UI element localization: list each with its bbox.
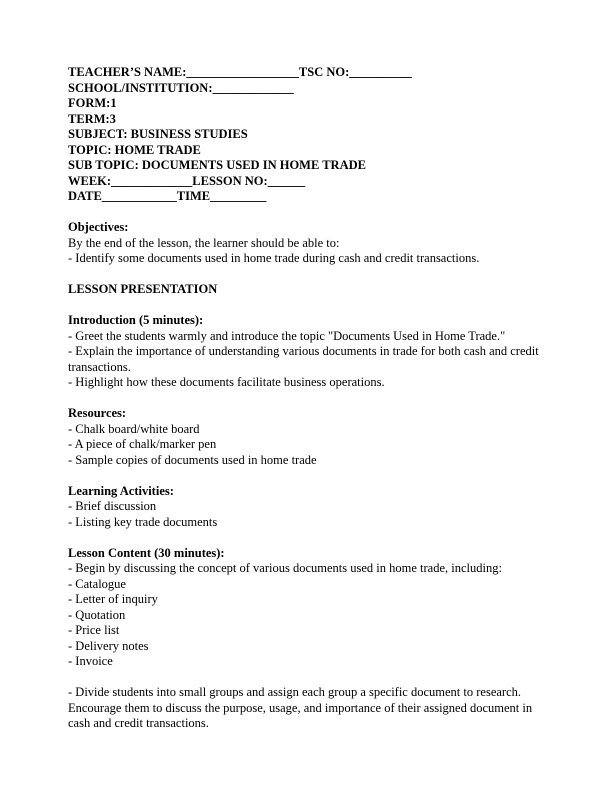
lesson-content-item-quotation: - Quotation: [68, 607, 126, 622]
resources-section: [68, 406, 546, 468]
school-institution-line: SCHOOL/INSTITUTION:_____________: [68, 80, 294, 95]
lesson-content-item-price-list: - Price list: [68, 623, 120, 637]
week-lesson-line: WEEK:_____________LESSON NO:______: [68, 173, 306, 188]
topic-line: TOPIC: HOME TRADE: [68, 142, 201, 157]
group-work-section: [68, 685, 546, 732]
lesson-presentation-heading: LESSON PRESENTATION: [68, 282, 218, 296]
lesson-content-section: [68, 546, 546, 670]
introduction-heading: Introduction (5 minutes):: [68, 313, 204, 327]
lesson-plan-document: [68, 65, 546, 747]
lesson-content-item-catalogue: - Catalogue: [68, 576, 126, 591]
lesson-content-item-delivery-notes: - Delivery notes: [68, 638, 149, 653]
introduction-item-highlight: - Highlight how these documents facilitate business operations.: [68, 375, 385, 389]
objectives-section: [68, 220, 546, 267]
lesson-presentation-title: [68, 282, 546, 298]
date-time-line: DATE____________TIME_________: [68, 189, 267, 203]
lesson-content-intro-line: - Begin by discussing the concept of various documents used in home trade, including:: [68, 561, 502, 575]
learning-activities-item-listing: - Listing key trade documents: [68, 514, 218, 529]
objectives-intro-line: By the end of the lesson, the learner should be able to:: [68, 235, 340, 250]
lesson-content-item-letter-of-inquiry: - Letter of inquiry: [68, 592, 158, 606]
objectives-heading: Objectives:: [68, 220, 129, 234]
objectives-item-identify: - Identify some documents used in home trade during cash and credit transactions.: [68, 251, 480, 265]
learning-activities-section: [68, 484, 546, 531]
group-work-paragraph: - Divide students into small groups and assign each group a specific document to research. Encourage them to discuss the purpose, usage, and importance of their assigned document in cash and credit transactions.: [68, 685, 536, 730]
resources-item-chalkboard: - Chalk board/white board: [68, 421, 200, 436]
form-line: FORM:1: [68, 96, 117, 110]
teacher-name-tsc-line: TEACHER’S NAME:__________________TSC NO:__________: [68, 65, 412, 79]
sub-topic-line: SUB TOPIC: DOCUMENTS USED IN HOME TRADE: [68, 158, 366, 172]
learning-activities-heading: Learning Activities:: [68, 483, 174, 498]
lesson-content-item-invoice: - Invoice: [68, 654, 113, 668]
lesson-header-block: [68, 65, 546, 205]
resources-item-samples: - Sample copies of documents used in home trade: [68, 452, 317, 467]
subject-line: SUBJECT: BUSINESS STUDIES: [68, 127, 248, 141]
term-line: TERM:3: [68, 111, 116, 126]
lesson-content-heading: Lesson Content (30 minutes):: [68, 545, 225, 560]
introduction-section: [68, 313, 546, 391]
resources-item-chalk: - A piece of chalk/marker pen: [68, 437, 217, 451]
introduction-item-greet: - Greet the students warmly and introduce the topic "Documents Used in Home Trade.": [68, 328, 506, 343]
resources-heading: Resources:: [68, 406, 127, 420]
introduction-item-explain: - Explain the importance of understanding various documents in trade for both cash and credit transactions.: [68, 344, 542, 374]
learning-activities-item-discussion: - Brief discussion: [68, 499, 157, 513]
